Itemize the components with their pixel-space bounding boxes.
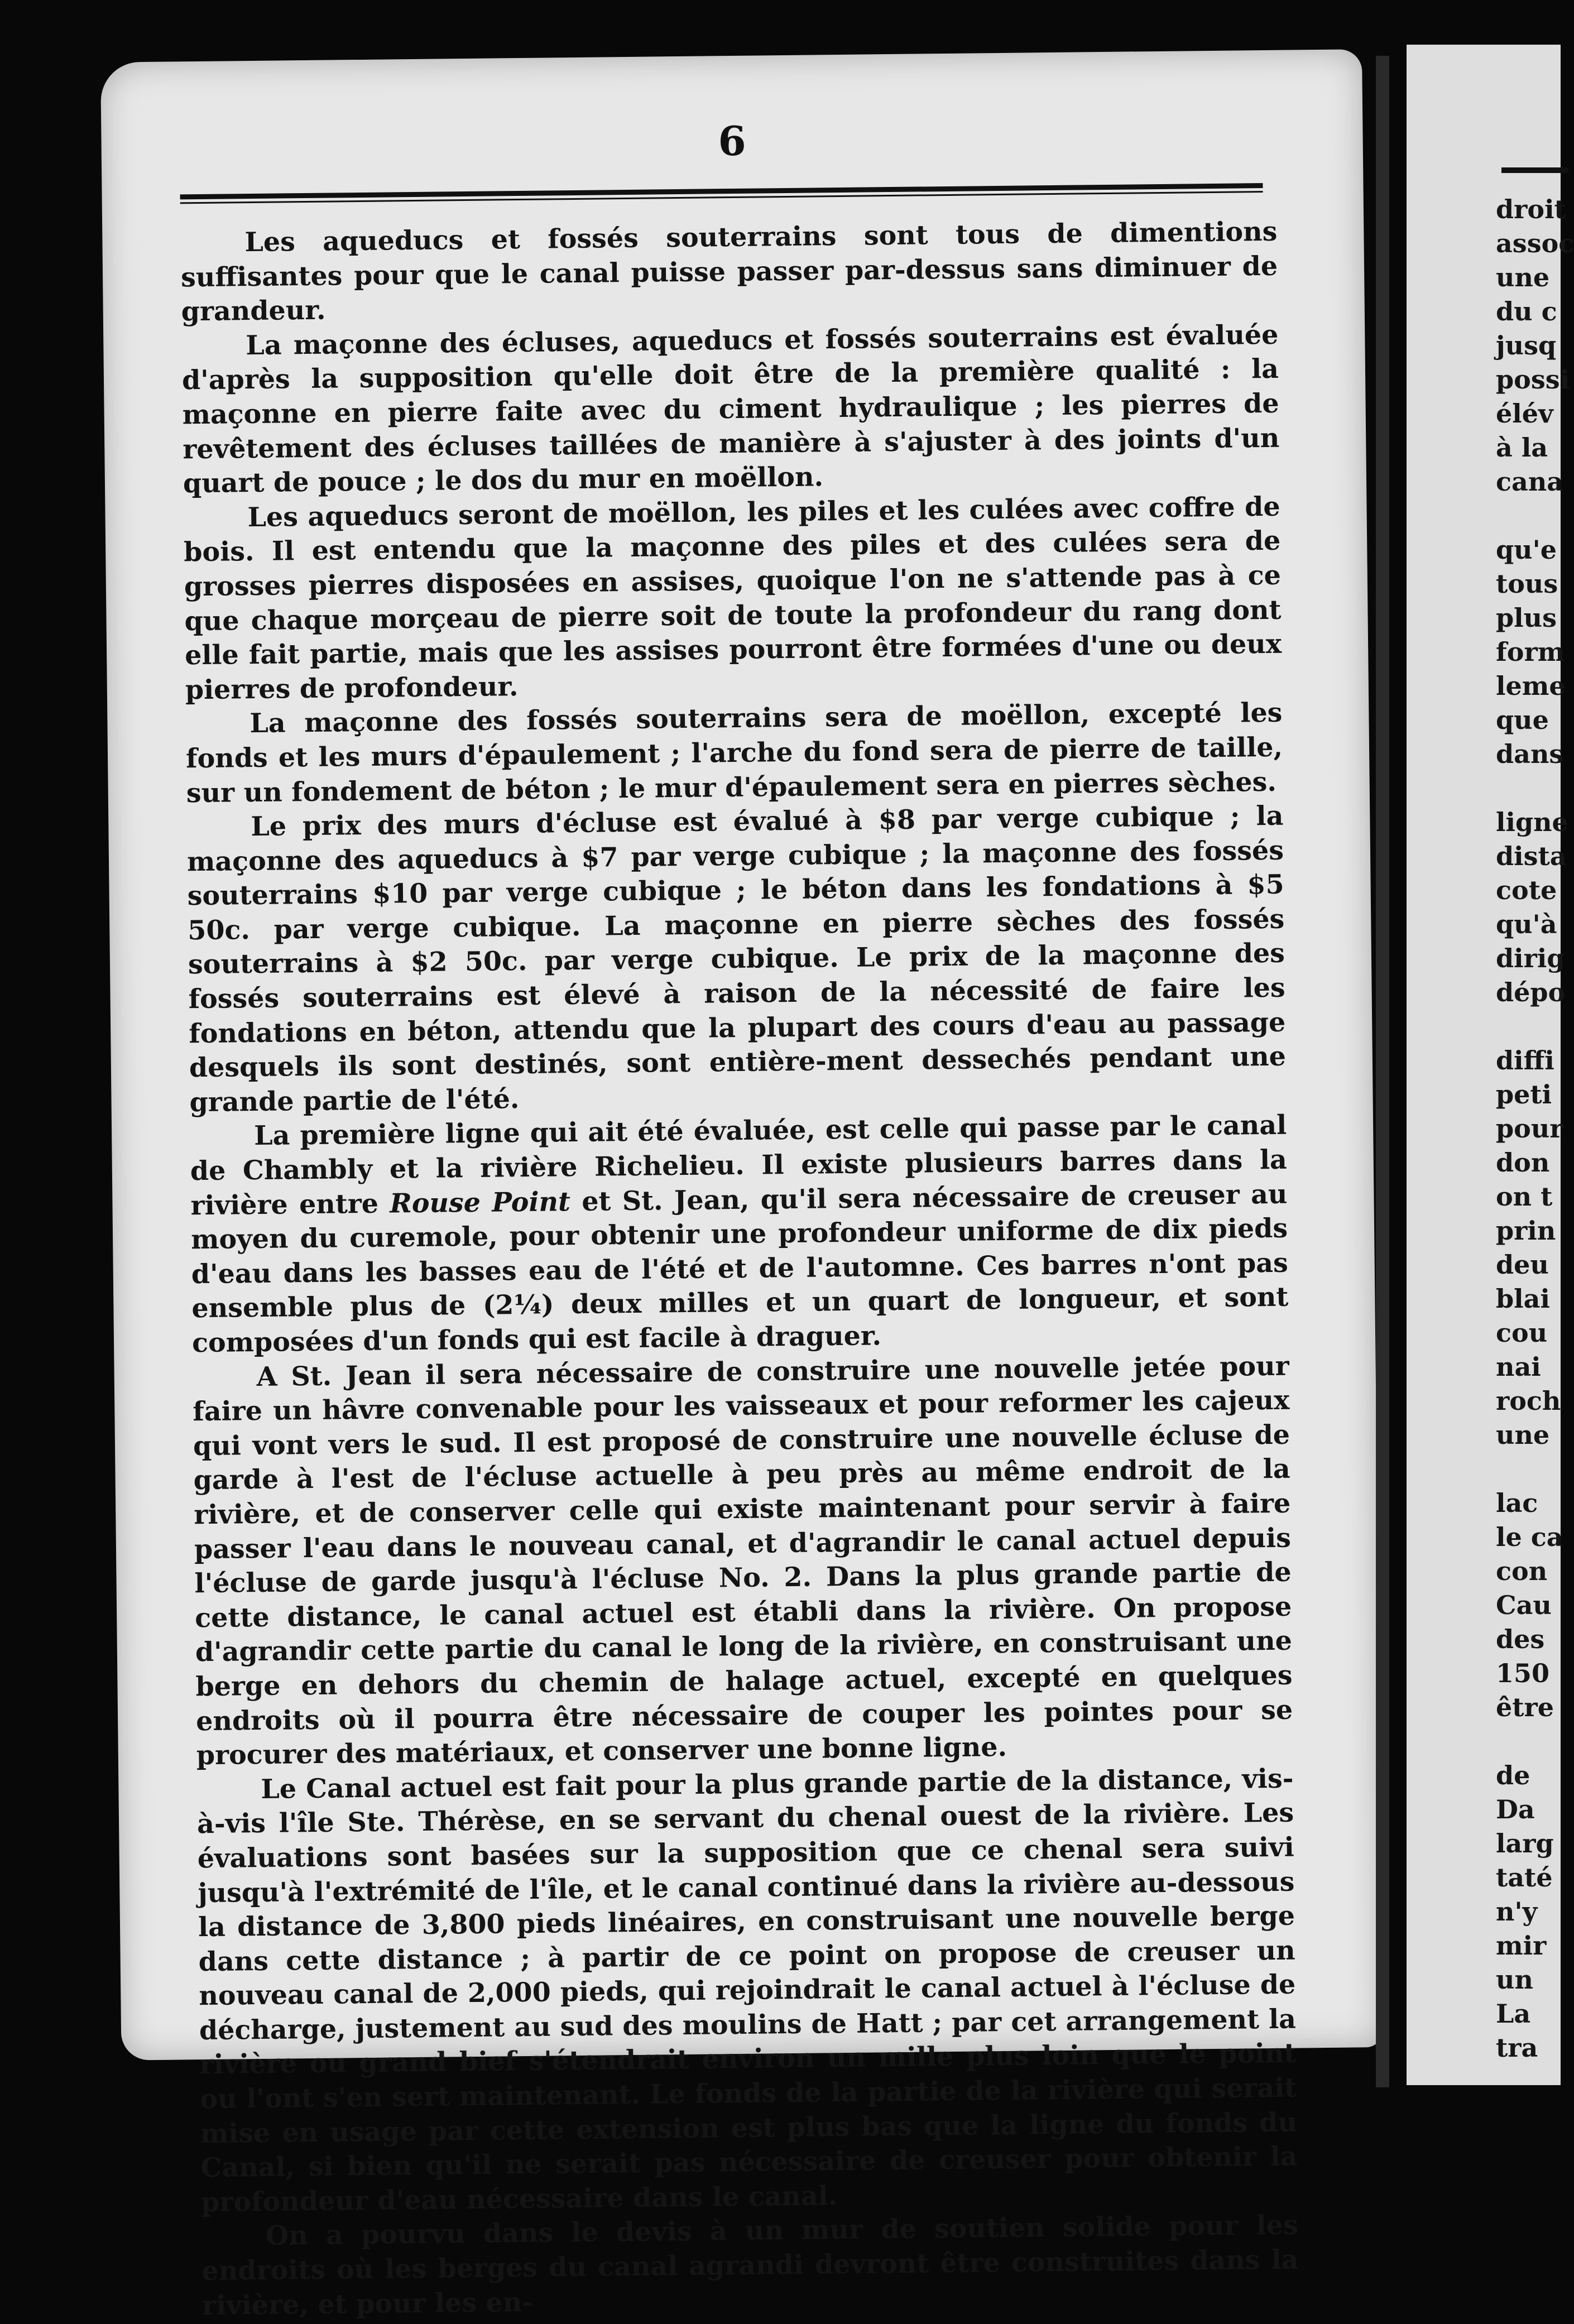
adjacent-page-fragments [1496,193,1574,2065]
adjacent-line-fragment: dista [1496,841,1567,871]
fragment-gap [1496,1010,1574,1044]
adjacent-line-fragment: élév [1496,398,1553,429]
adjacent-line-fragment: Cau [1496,1590,1552,1620]
adjacent-line-fragment: cana [1496,467,1564,497]
adjacent-line-fragment: être [1496,1692,1554,1722]
adjacent-line-fragment: une [1496,262,1550,292]
adjacent-line-fragment: taté [1496,1862,1553,1893]
adjacent-line-fragment: deu [1496,1250,1549,1280]
paragraph: A St. Jean il sera nécessaire de construire une nouvelle jetée pour faire un hâvre convenable pour les vaisseaux et pour reformer les cajeux qui vont vers le sud. Il est proposé de construire une nouvelle écluse de garde à l'est de l'écluse actuelle à peu près au même endroit de la rivière, et de conserver celle qui existe maintenant pour servir à faire passer l'eau dans le nouveau canal, et d'agrandir le canal actuel depuis l'écluse de garde jusqu'à l'écluse No. 2. Dans la plus grande partie de cette distance, le canal actuel est établi dans la rivière. On propose d'agrandir cette partie du canal le long de la rivière, en construisant une berge en dehors du chemin de halage actuel, excepté en quelques endroits où il pourra être nécessaire de couper les pointes pour se procurer des matériaux, et conserver une bonne ligne. [193,1350,1293,1771]
adjacent-line-fragment: des [1496,1624,1545,1654]
adjacent-line-fragment: don [1496,1147,1550,1178]
adjacent-line-fragment: leme [1496,671,1566,701]
adjacent-line-fragment: du c [1496,296,1557,326]
fragment-gap [1496,1725,1574,1759]
page-number: 6 [718,117,747,165]
adjacent-line-fragment: on t [1496,1182,1553,1212]
adjacent-line-fragment: plus [1496,603,1557,633]
adjacent-line-fragment: cote [1496,875,1557,905]
adjacent-line-fragment: une [1496,1420,1550,1450]
adjacent-line-fragment: de [1496,1760,1530,1790]
fragment-gap [1496,499,1574,533]
adjacent-line-fragment: qu'e [1496,535,1557,565]
adjacent-line-fragment: nai [1496,1352,1541,1382]
adjacent-line-fragment: cou [1496,1318,1548,1348]
paragraph: La maçonne des fossés souterrains sera de moëllon, excepté les fonds et les murs d'épaulement ; l'arche du fond sera de pierre de taille, sur un fondement de béton ; le mur d'épaulement sera en pierres sèches. [185,697,1283,809]
adjacent-line-fragment: blai [1496,1284,1550,1314]
body-text [180,215,1299,2323]
adjacent-line-fragment: un [1496,1965,1533,1995]
paragraph [190,1108,1289,1361]
fragment-gap [1496,771,1574,805]
paragraph: Le prix des murs d'écluse est évalué à $8 par verge cubique ; la maçonne des aqueducs à $7 par verge cubique ; la maçonne des fossés souterrains $10 par verge cubique ; le béton dans les fondations à $5 50c. par verge cubique. La maçonne en pierre sèches des fossés souterrains à $2 50c. par verge cubique. Le prix de la maçonne des fossés souterrains est élevé à raison de la nécessité de faire les fondations en béton, attendu que la plupart des cours d'eau au passage desquels ils sont destinés, sont entière-ment dessechés pendant une grande partie de l'été. [186,800,1287,1118]
adjacent-line-fragment: dépo [1496,977,1566,1007]
italic-place-name: Rouse Point [390,1185,571,1219]
adjacent-line-fragment: larg [1496,1828,1554,1859]
adjacent-line-fragment: qu'à [1496,909,1557,939]
adjacent-header-rule [1501,167,1568,173]
adjacent-line-fragment: assoc [1496,228,1574,258]
paragraph: Les aqueducs et fossés souterrains sont tous de dimentions suffisantes pour que le canal puisse passer par-dessus sans diminuer de grandeur. [180,215,1278,328]
adjacent-line-fragment: prin [1496,1216,1556,1246]
fragment-gap [1496,1452,1574,1486]
paragraph-text: et St. Jean, qu'il sera nécessaire de creuser au moyen du curemole, pour obtenir une profondeur uniforme de dix pieds d'eau dans les basses eau de l'été et de l'automne. Ces barres n'ont pas ensemble plus de (2¼) deux milles et un quart de longueur, et sont composées d'un fonds qui est facile à draguer. [190,1178,1289,1359]
paragraph: La maçonne des écluses, aqueducs et fossés souterrains est évaluée d'après la supposition qu'elle doit être de la première qualité : la maçonne en pierre faite avec du ciment hydraulique ; les pierres de revêtement des écluses taillées de manière à s'ajuster à des joints d'un quart de pouce ; le dos du mur en moëllon. [181,319,1280,500]
adjacent-line-fragment: ligne [1496,807,1568,837]
adjacent-page [1407,45,1574,2085]
adjacent-line-fragment: peti [1496,1079,1552,1110]
adjacent-line-fragment: form [1496,637,1565,667]
page-gutter [1376,56,1389,2087]
adjacent-line-fragment: dans [1496,739,1564,769]
adjacent-line-fragment: dirig [1496,943,1565,973]
adjacent-line-fragment: pour [1496,1113,1563,1144]
adjacent-line-fragment: possi [1496,364,1570,395]
adjacent-line-fragment: que [1496,705,1549,735]
adjacent-line-fragment: le ca [1496,1522,1563,1552]
adjacent-line-fragment: droit [1496,194,1566,224]
adjacent-line-fragment: tous [1496,569,1558,599]
paragraph: Les aqueducs seront de moëllon, les piles et les culées avec coffre de bois. Il est entendu que la maçonne des piles et des culées sera de grosses pierres disposées en assises, quoique l'on ne s'attende pas à ce que chaque morçeau de pierre soit de toute la profondeur du rang dont elle fait partie, mais que les assises pourront être formées d'une ou deux pierres de profondeur. [183,491,1282,706]
adjacent-line-fragment: jusq [1496,330,1557,361]
adjacent-line-fragment: con [1496,1556,1548,1586]
adjacent-line-fragment: mir [1496,1931,1547,1961]
header-rule [180,183,1263,204]
document-page [100,49,1383,2321]
paragraph: On a pourvu dans le devis à un mur de soutien solide pour les endroits où les berges du canal agrandi devront être construites dans la rivière, et pour les en- [201,2210,1299,2321]
paragraph: Le Canal actuel est fait pour la plus grande partie de la distance, vis-à-vis l'île Ste. Thérèse, en se servant du chenal ouest de la rivière. Les évaluations sont basées sur la supposition que ce chenal sera suivi jusqu'à l'extrémité de l'île, et le canal continué dans la rivière au-dessous la distance de 3,800 pieds linéaires, en construisant une nouvelle berge dans cette distance ; à partir de ce point on propose de creuser un nouveau canal de 2,000 pieds, qui rejoindrait le canal actuel à l'écluse de décharge, justement au sud des moulins de Hatt ; par cet arrangement la rivière ou grand bief s'étendrait environ un mille plus loin que le point ou l'ont s'en sert maintenant. Le fonds de la partie de la rivière qui serait mise en usage par cette extension est plus bas que la ligne du fonds du Canal, si bien qu'il ne serait pas nécessaire de creuser pour obtenir la profondeur d'eau nécessaire dans le canal. [196,1763,1298,2218]
adjacent-line-fragment: n'y [1496,1896,1538,1927]
adjacent-line-fragment: lac [1496,1488,1538,1518]
adjacent-line-fragment: à la [1496,433,1548,463]
paragraph-text: La première ligne qui ait été évaluée, est celle qui passe par le canal de Chambly et la rivière Richelieu. Il existe plusieurs barres dans la rivière entre [190,1110,1288,1221]
adjacent-line-fragment: tra [1496,2033,1538,2063]
adjacent-line-fragment: 150 [1496,1658,1550,1688]
adjacent-line-fragment: diffi [1496,1045,1554,1075]
adjacent-line-fragment: La [1496,1999,1531,2029]
adjacent-line-fragment: Da [1496,1794,1535,1824]
adjacent-line-fragment: roch [1496,1386,1561,1416]
